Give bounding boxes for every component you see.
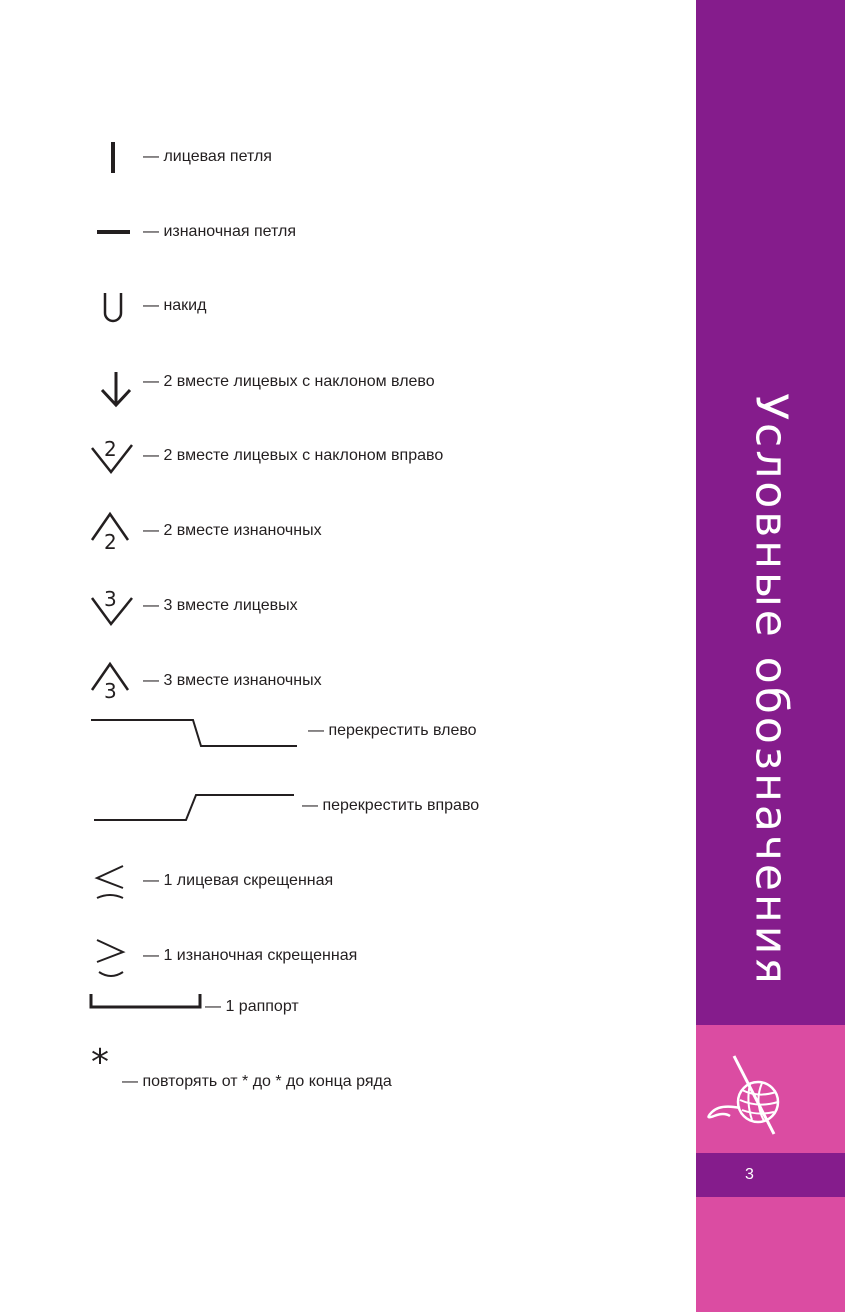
digit-label: 3: [104, 587, 117, 611]
page-number: 3: [745, 1166, 754, 1183]
knit-crossed-icon: [93, 862, 129, 902]
legend-label-k3tog: — 3 вместе лицевых: [143, 597, 298, 614]
knit-stitch-icon: [108, 142, 118, 174]
legend-label-p2tog: — 2 вместе изнаночных: [143, 522, 322, 539]
section-title: Условные обозначения: [745, 393, 796, 987]
v-with-digit-icon: [92, 586, 136, 626]
cross-right-icon: [94, 792, 299, 824]
legend-label-k2tog-left: — 2 вместе лицевых с наклоном влево: [143, 373, 435, 390]
legend-label-repeat: — 1 раппорт: [205, 998, 299, 1015]
legend-label-cross-left: — перекрестить влево: [308, 722, 477, 739]
inverted-v-with-digit-icon: [92, 510, 136, 554]
sidebar-bottom-band: [696, 1197, 845, 1312]
yarn-over-icon: [102, 293, 124, 325]
legend-label-repeat-between: — повторять от * до * до конца ряда: [122, 1073, 392, 1090]
cross-left-icon: [91, 718, 301, 750]
purl-crossed-icon: [93, 936, 129, 978]
legend-label-yarn-over: — накид: [143, 297, 207, 314]
arrow-down-icon: [100, 372, 132, 408]
repeat-bracket-icon: [89, 994, 205, 1010]
legend-label-purl: — изнаночная петля: [143, 223, 297, 240]
sidebar-title-area: [696, 0, 845, 1025]
inverted-v-with-digit-icon: [92, 660, 136, 702]
legend-label-purl-crossed: — 1 изнаночная скрещенная: [143, 947, 358, 964]
yarn-ball-with-needle-icon: [700, 1050, 790, 1145]
digit-label: 2: [104, 437, 117, 461]
asterisk-icon: *: [91, 1042, 109, 1083]
legend-label-knit: — лицевая петля: [143, 148, 272, 165]
legend-label-k2tog-right: — 2 вместе лицевых с наклоном вправо: [143, 447, 444, 464]
digit-label: 3: [104, 679, 117, 703]
legend-label-cross-right: — перекрестить вправо: [302, 797, 480, 814]
legend-label-p3tog: — 3 вместе изнаночных: [143, 672, 322, 689]
purl-stitch-icon: [97, 230, 131, 236]
legend-label-knit-crossed: — 1 лицевая скрещенная: [143, 872, 334, 889]
page-number-band: [696, 1153, 845, 1197]
v-with-digit-icon: [92, 436, 136, 474]
digit-label: 2: [104, 530, 117, 554]
